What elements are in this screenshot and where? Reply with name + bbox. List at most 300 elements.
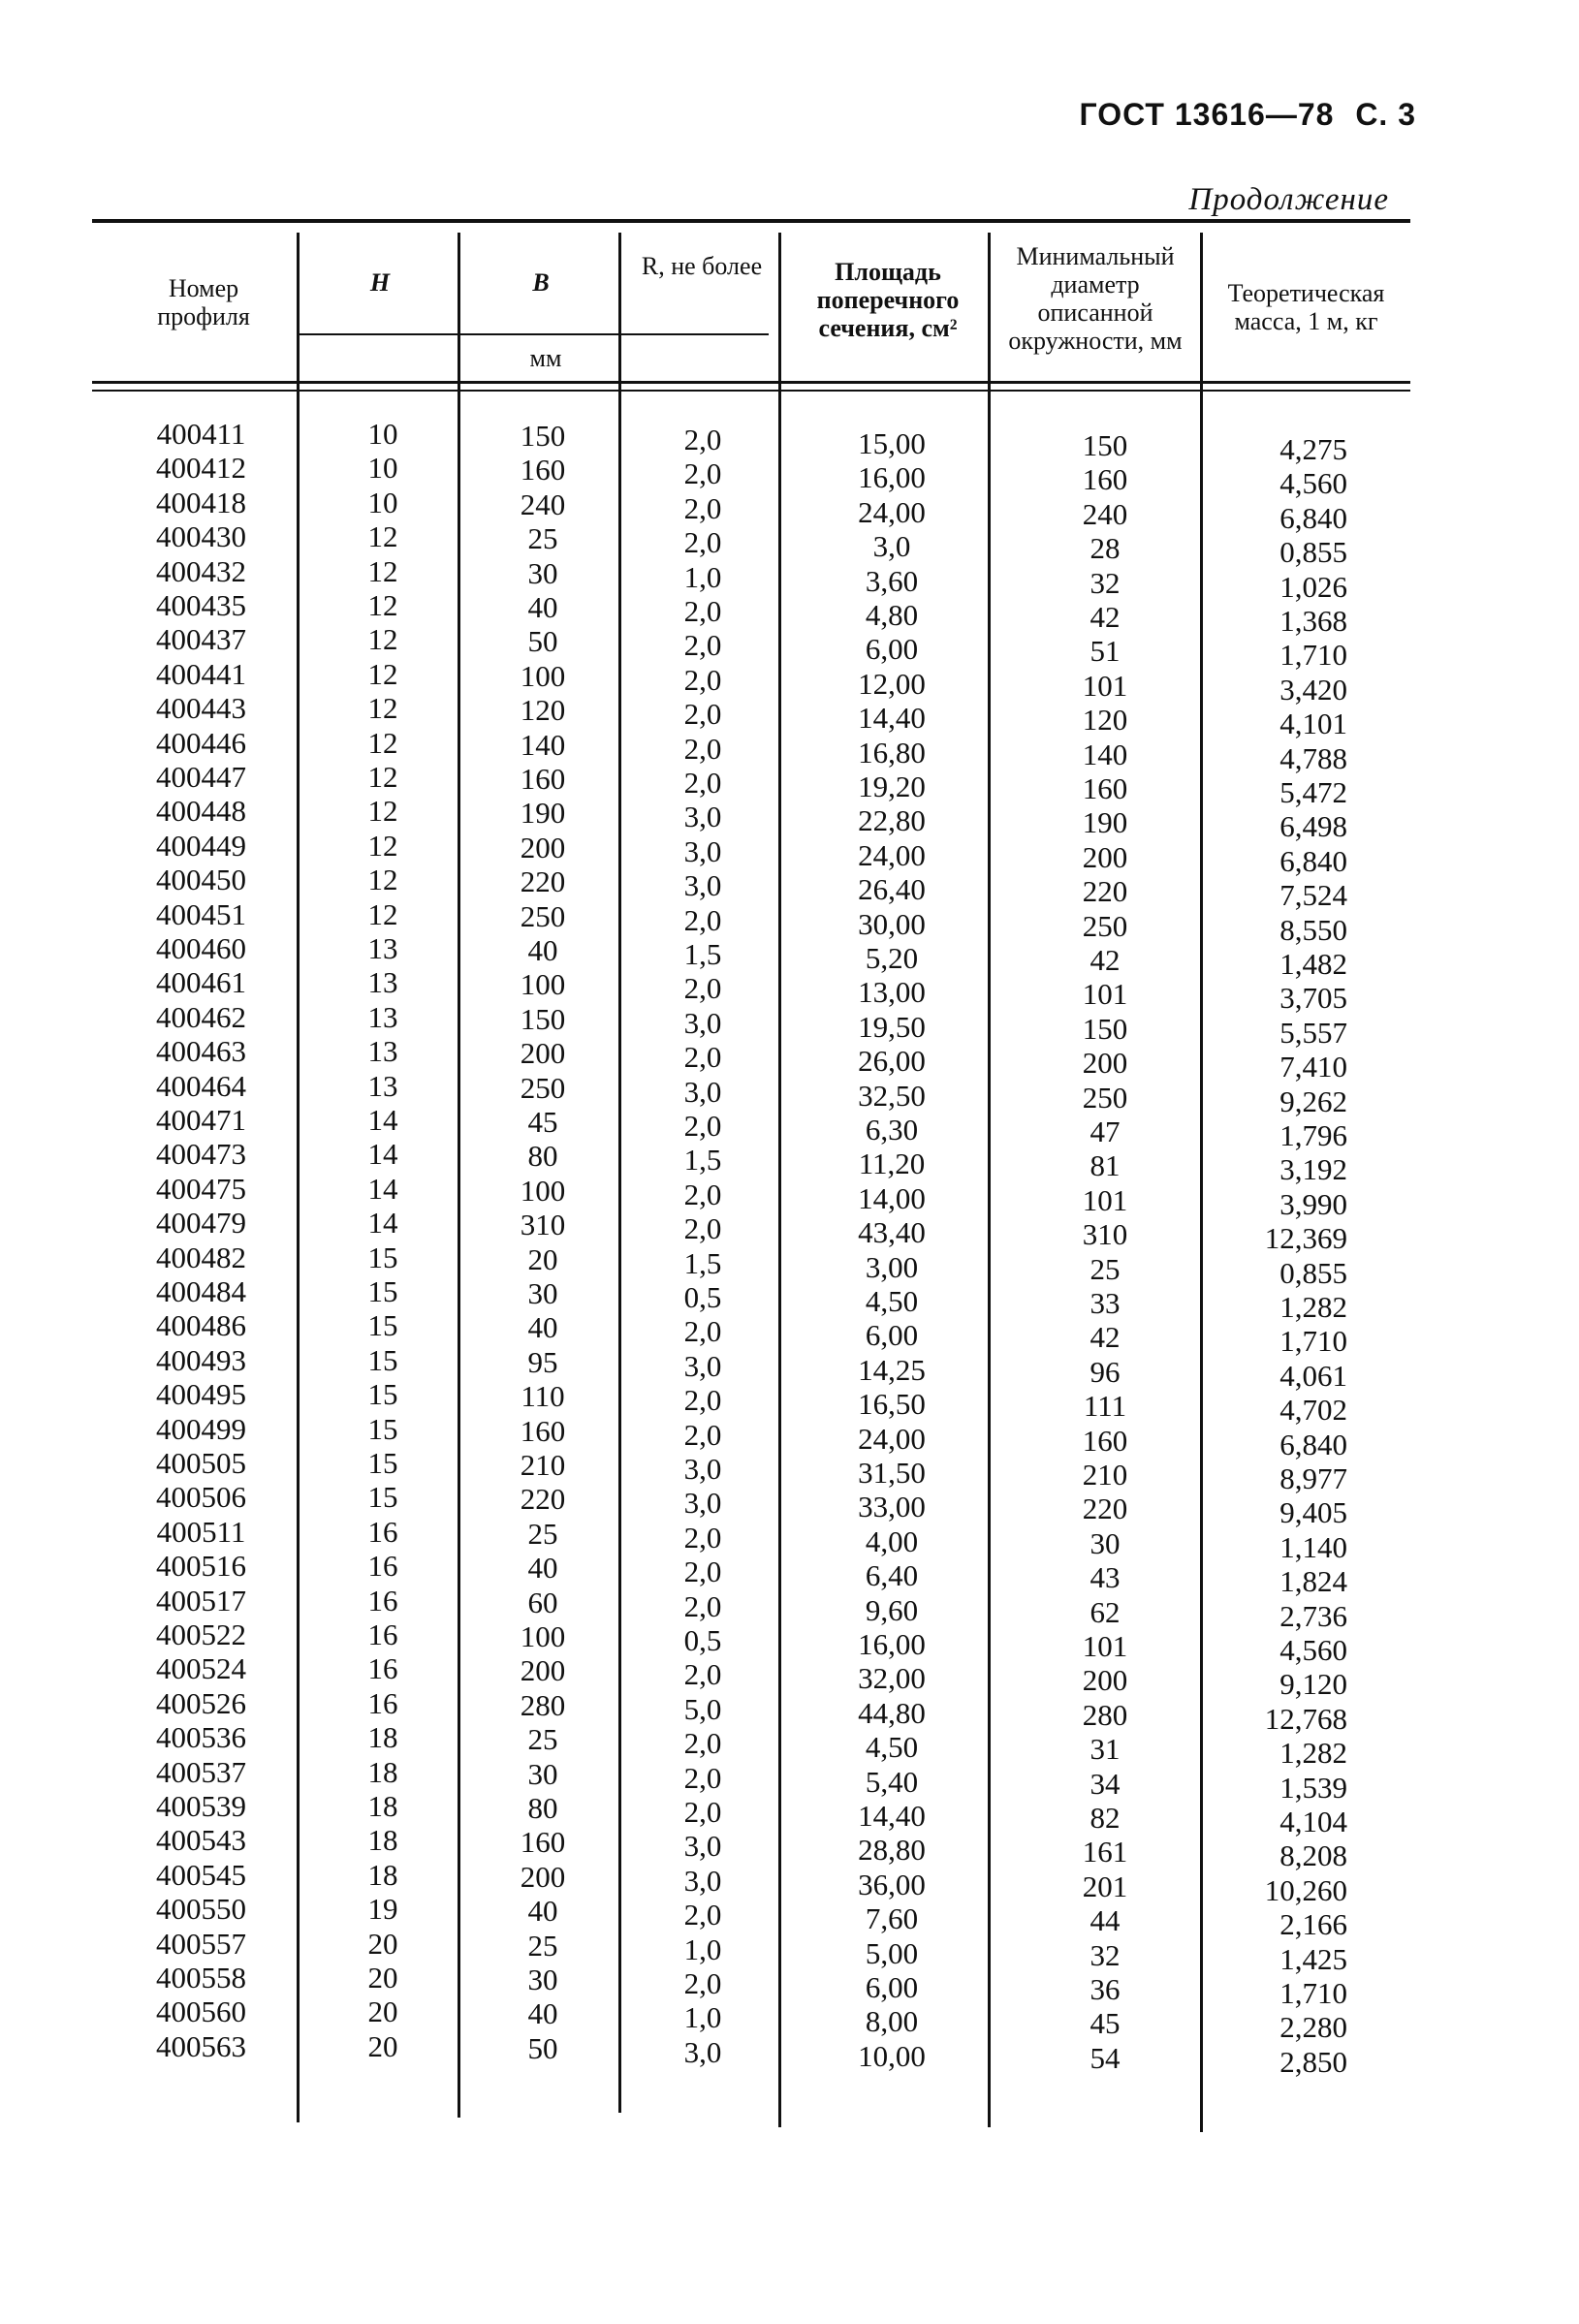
- cell-area: 32,50: [858, 1078, 926, 1113]
- cell-r: 2,0: [683, 423, 722, 456]
- cell-r: 2,0: [683, 1588, 722, 1623]
- cell-diameter: 220: [1082, 1492, 1128, 1526]
- cell-diameter: 250: [1082, 908, 1128, 943]
- cell-area: 19,50: [858, 1009, 926, 1044]
- cell-mass: 3,420: [1279, 672, 1347, 707]
- cell-h: 13: [367, 1034, 398, 1069]
- cell-b: 110: [521, 1379, 565, 1414]
- cell-profile: 400432: [156, 553, 246, 588]
- cell-profile: 400482: [156, 1240, 246, 1274]
- cell-area: 16,00: [858, 460, 926, 495]
- cell-area: 44,80: [858, 1695, 926, 1730]
- cell-mass: 4,788: [1279, 740, 1347, 775]
- cell-r: 2,0: [683, 1760, 722, 1795]
- cell-b: 100: [520, 1619, 566, 1653]
- cell-area: 24,00: [858, 837, 926, 872]
- cell-diameter: 54: [1090, 2040, 1121, 2075]
- cell-h: 12: [367, 691, 398, 726]
- cell-b: 160: [520, 1413, 566, 1448]
- cell-b: 200: [520, 1036, 566, 1071]
- cell-diameter: 42: [1090, 943, 1121, 977]
- cell-h: 12: [367, 553, 398, 588]
- cell-profile: 400545: [156, 1857, 246, 1892]
- cell-b: 100: [520, 658, 566, 693]
- units-rule: [299, 333, 769, 335]
- cell-mass: 6,840: [1279, 843, 1347, 878]
- cell-profile: 400435: [156, 588, 246, 622]
- cell-h: 12: [367, 863, 398, 897]
- cell-mass: 1,026: [1279, 569, 1347, 604]
- cell-diameter: 42: [1090, 1320, 1121, 1355]
- cell-r: 2,0: [683, 697, 722, 732]
- cell-profile: 400484: [156, 1274, 246, 1308]
- cell-r: 2,0: [683, 766, 722, 800]
- cell-diameter: 160: [1082, 771, 1128, 805]
- cell-b: 50: [527, 624, 558, 659]
- cell-b: 220: [520, 1482, 566, 1517]
- cell-area: 19,20: [858, 769, 926, 803]
- cell-area: 7,60: [865, 1901, 919, 1936]
- header-h: H: [369, 268, 391, 297]
- cell-area: 24,00: [858, 494, 926, 529]
- cell-h: 18: [367, 1754, 398, 1789]
- cell-mass: 12,369: [1264, 1221, 1347, 1256]
- top-rule: [92, 219, 1410, 223]
- cell-b: 280: [520, 1687, 566, 1722]
- cell-profile: 400560: [156, 1994, 246, 2029]
- cell-mass: 2,736: [1279, 1598, 1347, 1633]
- cell-area: 33,00: [858, 1490, 926, 1524]
- cell-r: 2,0: [683, 1211, 722, 1246]
- cell-h: 20: [367, 2028, 398, 2063]
- cell-diameter: 250: [1082, 1080, 1128, 1115]
- cell-h: 15: [367, 1308, 398, 1343]
- cell-diameter: 150: [1082, 428, 1128, 462]
- cell-diameter: 190: [1082, 805, 1128, 840]
- cell-b: 40: [527, 590, 558, 624]
- cell-r: 2,0: [683, 1177, 722, 1211]
- header-b: B: [532, 268, 550, 297]
- cell-r: 2,0: [683, 1520, 722, 1555]
- cell-h: 10: [367, 485, 398, 519]
- cell-b: 100: [520, 967, 566, 1002]
- cell-area: 31,50: [858, 1456, 926, 1490]
- cell-r: 2,0: [683, 902, 722, 937]
- cell-mass: 3,705: [1279, 981, 1347, 1016]
- cell-profile: 400526: [156, 1685, 246, 1720]
- cell-b: 190: [520, 796, 566, 831]
- cell-h: 13: [367, 965, 398, 1000]
- cell-b: 150: [520, 419, 566, 453]
- cell-mass: 10,260: [1264, 1872, 1347, 1907]
- cell-r: 2,0: [683, 1898, 722, 1932]
- cell-mass: 4,702: [1279, 1393, 1347, 1428]
- cell-b: 25: [527, 521, 558, 556]
- cell-r: 3,0: [683, 800, 722, 834]
- cell-mass: 4,101: [1279, 707, 1347, 741]
- cell-diameter: 45: [1090, 2006, 1121, 2041]
- cell-b: 40: [527, 1551, 558, 1586]
- cell-mass: 1,282: [1279, 1736, 1347, 1771]
- cell-mass: 4,275: [1279, 432, 1347, 466]
- continuation-label: Продолжение: [1188, 182, 1389, 217]
- cell-mass: 6,840: [1279, 1427, 1347, 1461]
- cell-h: 13: [367, 1068, 398, 1103]
- cell-r: 2,0: [683, 1040, 722, 1075]
- cell-r: 3,0: [683, 1005, 722, 1040]
- cell-profile: 400473: [156, 1137, 246, 1172]
- cell-h: 16: [367, 1549, 398, 1584]
- cell-h: 15: [367, 1274, 398, 1308]
- cell-r: 2,0: [683, 1795, 722, 1829]
- cell-diameter: 51: [1090, 634, 1121, 669]
- cell-area: 16,50: [858, 1387, 926, 1422]
- cell-diameter: 111: [1083, 1389, 1127, 1424]
- cell-b: 25: [527, 1928, 558, 1963]
- cell-b: 240: [520, 487, 566, 521]
- cell-mass: 3,990: [1279, 1186, 1347, 1221]
- cell-r: 2,0: [683, 456, 722, 491]
- cell-diameter: 44: [1090, 1903, 1121, 1938]
- header-profile: Номер профиля: [157, 274, 250, 330]
- cell-mass: 1,710: [1279, 1976, 1347, 2010]
- cell-diameter: 43: [1090, 1560, 1121, 1595]
- cell-mass: 1,482: [1279, 947, 1347, 981]
- cell-area: 24,00: [858, 1421, 926, 1456]
- cell-mass: 2,280: [1279, 2010, 1347, 2045]
- cell-b: 95: [527, 1344, 558, 1379]
- units-mm: мм: [529, 344, 562, 372]
- cell-area: 26,00: [858, 1044, 926, 1079]
- cell-diameter: 210: [1082, 1458, 1128, 1492]
- cell-r: 2,0: [683, 1314, 722, 1349]
- cell-area: 4,50: [865, 1730, 919, 1765]
- cell-h: 16: [367, 1583, 398, 1617]
- cell-r: 2,0: [683, 525, 722, 560]
- cell-r: 3,0: [683, 1348, 722, 1383]
- cell-area: 30,00: [858, 906, 926, 941]
- cell-b: 30: [527, 1963, 558, 1996]
- cell-area: 4,00: [865, 1523, 919, 1558]
- cell-r: 1,0: [683, 559, 722, 594]
- cell-profile: 400448: [156, 794, 246, 829]
- cell-h: 15: [367, 1411, 398, 1446]
- cell-mass: 1,710: [1279, 1324, 1347, 1359]
- cell-area: 6,40: [865, 1558, 919, 1593]
- cell-r: 2,0: [683, 662, 722, 697]
- cell-r: 2,0: [683, 1726, 722, 1761]
- cell-profile: 400486: [156, 1308, 246, 1343]
- cell-profile: 400450: [156, 863, 246, 897]
- cell-r: 2,0: [683, 490, 722, 525]
- cell-r: 3,0: [683, 1452, 722, 1486]
- cell-area: 16,80: [858, 735, 926, 769]
- cell-r: 1,5: [683, 1245, 722, 1280]
- cell-b: 200: [520, 1653, 566, 1688]
- cell-area: 10,00: [858, 2038, 926, 2073]
- cell-b: 210: [520, 1448, 566, 1482]
- cell-diameter: 36: [1090, 1972, 1121, 2006]
- cell-diameter: 200: [1082, 839, 1128, 874]
- cell-b: 160: [520, 762, 566, 796]
- cell-mass: 1,282: [1279, 1290, 1347, 1324]
- cell-area: 8,00: [865, 2004, 919, 2039]
- cell-b: 160: [520, 453, 566, 487]
- cell-h: 12: [367, 760, 398, 794]
- cell-diameter: 32: [1090, 1937, 1121, 1972]
- cell-mass: 0,855: [1279, 1255, 1347, 1290]
- cell-r: 2,0: [683, 1966, 722, 2000]
- cell-b: 80: [527, 1791, 558, 1825]
- cell-profile: 400557: [156, 1926, 246, 1961]
- cell-area: 11,20: [858, 1146, 926, 1181]
- cell-profile: 400464: [156, 1068, 246, 1103]
- cell-area: 3,60: [865, 563, 919, 598]
- divider-1: [297, 233, 300, 2122]
- cell-h: 12: [367, 828, 398, 863]
- cell-h: 20: [367, 1926, 398, 1961]
- cell-b: 100: [520, 1173, 566, 1208]
- cell-mass: 1,140: [1279, 1529, 1347, 1564]
- cell-profile: 400558: [156, 1961, 246, 1994]
- cell-diameter: 28: [1090, 531, 1121, 566]
- cell-profile: 400449: [156, 828, 246, 863]
- cell-h: 15: [367, 1240, 398, 1274]
- cell-r: 3,0: [683, 1486, 722, 1521]
- cell-h: 15: [367, 1342, 398, 1377]
- cell-b: 150: [520, 1001, 566, 1036]
- cell-area: 12,00: [858, 666, 926, 701]
- cell-area: 9,60: [865, 1592, 919, 1627]
- cell-mass: 4,104: [1279, 1805, 1347, 1838]
- cell-diameter: 33: [1090, 1286, 1121, 1320]
- cell-area: 13,00: [858, 975, 926, 1010]
- cell-h: 12: [367, 519, 398, 554]
- cell-mass: 8,977: [1279, 1461, 1347, 1495]
- header-bottom-rule-2: [92, 390, 1410, 392]
- cell-diameter: 310: [1082, 1217, 1128, 1252]
- cell-profile: 400543: [156, 1823, 246, 1858]
- cell-mass: 9,405: [1279, 1495, 1347, 1530]
- cell-diameter: 161: [1082, 1835, 1128, 1869]
- cell-diameter: 160: [1082, 462, 1128, 497]
- cell-diameter: 101: [1082, 1629, 1128, 1663]
- cell-r: 3,0: [683, 1863, 722, 1898]
- cell-diameter: 200: [1082, 1046, 1128, 1081]
- page-number: С. 3: [1355, 97, 1416, 132]
- cell-r: 3,0: [683, 868, 722, 903]
- cell-mass: 7,524: [1279, 878, 1347, 913]
- cell-area: 14,00: [858, 1180, 926, 1215]
- cell-profile: 400495: [156, 1377, 246, 1412]
- cell-h: 12: [367, 725, 398, 760]
- cell-b: 45: [527, 1105, 558, 1139]
- cell-profile: 400563: [156, 2028, 246, 2063]
- divider-4: [778, 233, 781, 2127]
- cell-r: 3,0: [683, 2034, 722, 2069]
- cell-profile: 400493: [156, 1342, 246, 1377]
- cell-profile: 400550: [156, 1892, 246, 1927]
- cell-h: 16: [367, 1651, 398, 1686]
- cell-b: 250: [520, 898, 566, 933]
- cell-profile: 400524: [156, 1651, 246, 1686]
- cell-area: 14,25: [858, 1352, 926, 1387]
- cell-r: 0,5: [683, 1623, 722, 1657]
- cell-h: 16: [367, 1685, 398, 1720]
- cell-profile: 400517: [156, 1583, 246, 1617]
- cell-h: 15: [367, 1446, 398, 1480]
- cell-h: 16: [367, 1617, 398, 1651]
- cell-area: 6,30: [865, 1113, 919, 1146]
- header-diameter: Минимальный диаметр описанной окружности, мм: [1008, 242, 1183, 355]
- cell-h: 12: [367, 622, 398, 657]
- cell-diameter: 240: [1082, 496, 1128, 531]
- header-r: R, не более: [641, 252, 763, 280]
- cell-area: 16,00: [858, 1627, 926, 1661]
- cell-r: 2,0: [683, 594, 722, 628]
- cell-h: 19: [367, 1892, 398, 1927]
- cell-area: 4,80: [865, 598, 919, 632]
- cell-diameter: 280: [1082, 1697, 1128, 1732]
- cell-b: 120: [520, 693, 566, 728]
- cell-h: 12: [367, 896, 398, 931]
- cell-profile: 400537: [156, 1754, 246, 1789]
- cell-h: 20: [367, 1994, 398, 2029]
- cell-h: 12: [367, 588, 398, 622]
- cell-h: 10: [367, 417, 398, 451]
- cell-diameter: 140: [1082, 737, 1128, 771]
- cell-r: 2,0: [683, 628, 722, 663]
- cell-area: 26,40: [858, 872, 926, 907]
- cell-mass: 1,368: [1279, 604, 1347, 638]
- cell-b: 30: [527, 1276, 558, 1310]
- cell-mass: 1,710: [1279, 638, 1347, 673]
- cell-r: 2,0: [683, 1109, 722, 1143]
- cell-b: 160: [520, 1825, 566, 1860]
- cell-mass: 2,850: [1279, 2044, 1347, 2079]
- cell-profile: 400443: [156, 691, 246, 726]
- cell-area: 5,40: [865, 1764, 919, 1799]
- cell-h: 13: [367, 999, 398, 1034]
- cell-mass: 8,550: [1279, 912, 1347, 947]
- cell-diameter: 101: [1082, 1182, 1128, 1217]
- cell-diameter: 32: [1090, 565, 1121, 600]
- cell-r: 2,0: [683, 971, 722, 1006]
- cell-area: 5,00: [865, 1935, 919, 1970]
- cell-profile: 400505: [156, 1446, 246, 1480]
- cell-diameter: 42: [1090, 600, 1121, 634]
- cell-diameter: 82: [1090, 1801, 1121, 1835]
- cell-area: 28,80: [858, 1833, 926, 1868]
- cell-b: 80: [527, 1139, 558, 1174]
- header-mass: Теоретическая масса, 1 м, кг: [1227, 279, 1385, 335]
- cell-area: 3,0: [872, 529, 911, 564]
- divider-5: [988, 233, 991, 2127]
- cell-mass: 4,560: [1279, 466, 1347, 501]
- cell-mass: 0,855: [1279, 535, 1347, 570]
- cell-profile: 400441: [156, 656, 246, 691]
- cell-profile: 400475: [156, 1171, 246, 1206]
- cell-profile: 400451: [156, 896, 246, 931]
- cell-b: 30: [527, 1756, 558, 1791]
- cell-r: 2,0: [683, 731, 722, 766]
- cell-area: 36,00: [858, 1867, 926, 1901]
- cell-r: 2,0: [683, 1383, 722, 1418]
- cell-diameter: 62: [1090, 1594, 1121, 1629]
- cell-b: 25: [527, 1722, 558, 1757]
- cell-mass: 9,120: [1279, 1667, 1347, 1702]
- cell-b: 40: [527, 933, 558, 967]
- cell-h: 20: [367, 1961, 398, 1994]
- cell-profile: 400506: [156, 1480, 246, 1515]
- cell-area: 3,00: [865, 1249, 919, 1284]
- cell-mass: 5,472: [1279, 775, 1347, 809]
- page-header: [1079, 97, 1416, 133]
- cell-mass: 3,192: [1279, 1152, 1347, 1187]
- cell-mass: 12,768: [1264, 1701, 1347, 1736]
- cell-profile: 400411: [156, 417, 246, 451]
- cell-r: 3,0: [683, 1074, 722, 1109]
- cell-diameter: 25: [1090, 1251, 1121, 1286]
- cell-profile: 400461: [156, 965, 246, 1000]
- cell-profile: 400536: [156, 1720, 246, 1755]
- cell-r: 1,5: [683, 1143, 722, 1178]
- cell-mass: 5,557: [1279, 1015, 1347, 1050]
- cell-mass: 1,425: [1279, 1941, 1347, 1976]
- cell-mass: 6,498: [1279, 809, 1347, 844]
- standard-number: ГОСТ 13616—78: [1079, 97, 1335, 132]
- cell-h: 12: [367, 794, 398, 829]
- cell-mass: 1,539: [1279, 1770, 1347, 1805]
- cell-area: 6,00: [865, 1970, 919, 2004]
- cell-profile: 400460: [156, 931, 246, 965]
- cell-mass: 8,208: [1279, 1838, 1347, 1873]
- cell-b: 200: [520, 830, 566, 864]
- cell-h: 14: [367, 1103, 398, 1137]
- cell-area: 6,00: [865, 1318, 919, 1353]
- cell-profile: 400412: [156, 451, 246, 486]
- cell-r: 2,0: [683, 1555, 722, 1589]
- header-area: Площадь поперечного сечения, см²: [816, 258, 960, 342]
- cell-r: 1,0: [683, 2000, 722, 2035]
- cell-diameter: 31: [1090, 1732, 1121, 1767]
- cell-area: 15,00: [858, 426, 926, 460]
- cell-area: 5,20: [865, 941, 919, 975]
- cell-area: 22,80: [858, 803, 926, 838]
- cell-profile: 400539: [156, 1789, 246, 1823]
- cell-profile: 400446: [156, 725, 246, 760]
- cell-h: 15: [367, 1377, 398, 1412]
- cell-h: 16: [367, 1514, 398, 1549]
- cell-profile: 400522: [156, 1617, 246, 1651]
- cell-diameter: 30: [1090, 1525, 1121, 1560]
- cell-mass: 1,796: [1279, 1118, 1347, 1152]
- cell-r: 1,0: [683, 1931, 722, 1966]
- cell-mass: 2,166: [1279, 1907, 1347, 1942]
- divider-2: [458, 233, 460, 2118]
- cell-b: 250: [520, 1070, 566, 1105]
- cell-diameter: 160: [1082, 1423, 1128, 1458]
- cell-r: 5,0: [683, 1691, 722, 1726]
- cell-area: 32,00: [858, 1661, 926, 1696]
- cell-b: 30: [527, 555, 558, 590]
- cell-h: 14: [367, 1137, 398, 1172]
- cell-diameter: 150: [1082, 1011, 1128, 1046]
- cell-profile: 400447: [156, 760, 246, 794]
- cell-r: 3,0: [683, 1829, 722, 1864]
- cell-b: 310: [520, 1208, 566, 1242]
- cell-diameter: 200: [1082, 1663, 1128, 1698]
